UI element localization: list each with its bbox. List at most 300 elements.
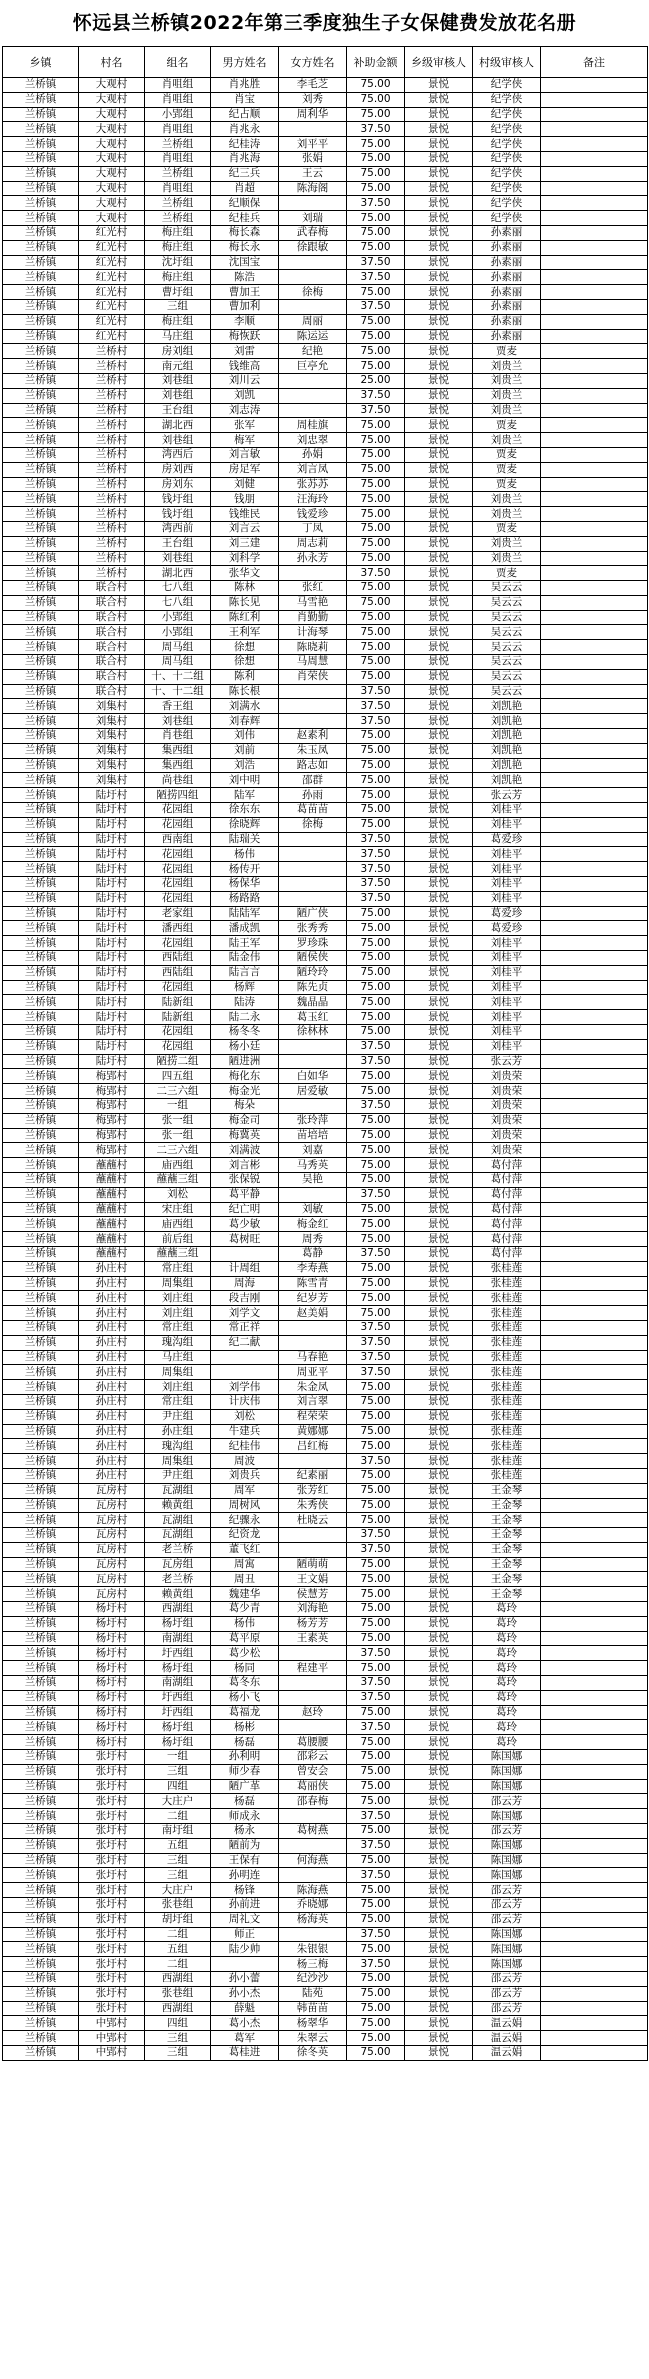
township-cell: 兰桥镇 bbox=[3, 936, 79, 951]
husband-name-cell: 杨同 bbox=[211, 1661, 279, 1676]
table-row bbox=[3, 936, 648, 951]
remarks-cell bbox=[541, 1513, 648, 1528]
column-header-township: 乡镇 bbox=[3, 47, 79, 78]
remarks-cell bbox=[541, 921, 648, 936]
husband-name-cell: 陆军 bbox=[211, 788, 279, 803]
amount-cell: 75.00 bbox=[347, 536, 405, 551]
village-cell: 陆圩村 bbox=[79, 847, 145, 862]
table-row bbox=[3, 447, 648, 462]
remarks-cell bbox=[541, 1439, 648, 1454]
village-cell: 陆圩村 bbox=[79, 1039, 145, 1054]
village-reviewer-cell: 张桂莲 bbox=[473, 1276, 541, 1291]
table-row bbox=[3, 211, 648, 226]
amount-cell: 75.00 bbox=[347, 1883, 405, 1898]
wife-name-cell: 周利华 bbox=[279, 107, 347, 122]
amount-cell: 75.00 bbox=[347, 655, 405, 670]
village-reviewer-cell: 刘凯艳 bbox=[473, 714, 541, 729]
remarks-cell bbox=[541, 1587, 648, 1602]
remarks-cell bbox=[541, 225, 648, 240]
village-cell: 蘸蘸村 bbox=[79, 1187, 145, 1202]
village-cell: 刘集村 bbox=[79, 743, 145, 758]
remarks-cell bbox=[541, 1883, 648, 1898]
village-cell: 大观村 bbox=[79, 166, 145, 181]
group-cell: 十、十二组 bbox=[145, 669, 211, 684]
amount-cell: 37.50 bbox=[347, 388, 405, 403]
group-cell: 梅庄组 bbox=[145, 240, 211, 255]
husband-name-cell: 周丑 bbox=[211, 1572, 279, 1587]
husband-name-cell: 陆涛 bbox=[211, 995, 279, 1010]
wife-name-cell: 路志如 bbox=[279, 758, 347, 773]
township-cell: 兰桥镇 bbox=[3, 1690, 79, 1705]
township-reviewer-cell: 景悦 bbox=[405, 270, 473, 285]
village-reviewer-cell: 刘桂平 bbox=[473, 951, 541, 966]
husband-name-cell: 纪桂兵 bbox=[211, 211, 279, 226]
township-reviewer-cell: 景悦 bbox=[405, 166, 473, 181]
wife-name-cell bbox=[279, 1187, 347, 1202]
village-cell: 刘集村 bbox=[79, 758, 145, 773]
township-reviewer-cell: 景悦 bbox=[405, 181, 473, 196]
remarks-cell bbox=[541, 1291, 648, 1306]
township-reviewer-cell: 景悦 bbox=[405, 373, 473, 388]
village-reviewer-cell: 吴云云 bbox=[473, 581, 541, 596]
township-cell: 兰桥镇 bbox=[3, 181, 79, 196]
wife-name-cell: 周秀 bbox=[279, 1232, 347, 1247]
column-header-village-reviewer: 村级审核人 bbox=[473, 47, 541, 78]
remarks-cell bbox=[541, 862, 648, 877]
amount-cell: 75.00 bbox=[347, 965, 405, 980]
township-reviewer-cell: 景悦 bbox=[405, 1246, 473, 1261]
village-cell: 红光村 bbox=[79, 240, 145, 255]
village-reviewer-cell: 刘桂平 bbox=[473, 891, 541, 906]
amount-cell: 75.00 bbox=[347, 1912, 405, 1927]
remarks-cell bbox=[541, 847, 648, 862]
wife-name-cell: 肖荣侠 bbox=[279, 669, 347, 684]
group-cell: 前后组 bbox=[145, 1232, 211, 1247]
township-cell: 兰桥镇 bbox=[3, 1172, 79, 1187]
table-row bbox=[3, 625, 648, 640]
township-reviewer-cell: 景悦 bbox=[405, 447, 473, 462]
group-cell: 周马组 bbox=[145, 640, 211, 655]
township-reviewer-cell: 景悦 bbox=[405, 1483, 473, 1498]
husband-name-cell: 徐想 bbox=[211, 655, 279, 670]
village-reviewer-cell: 邵云芳 bbox=[473, 1986, 541, 2001]
village-cell: 联合村 bbox=[79, 640, 145, 655]
remarks-cell bbox=[541, 669, 648, 684]
amount-cell: 75.00 bbox=[347, 1424, 405, 1439]
husband-name-cell: 陆二永 bbox=[211, 1010, 279, 1025]
group-cell: 周马组 bbox=[145, 655, 211, 670]
township-reviewer-cell: 景悦 bbox=[405, 1454, 473, 1469]
township-reviewer-cell: 景悦 bbox=[405, 1542, 473, 1557]
township-reviewer-cell: 景悦 bbox=[405, 1261, 473, 1276]
husband-name-cell: 王利军 bbox=[211, 625, 279, 640]
township-cell: 兰桥镇 bbox=[3, 477, 79, 492]
village-reviewer-cell: 吴云云 bbox=[473, 669, 541, 684]
group-cell: 肖咀组 bbox=[145, 78, 211, 93]
village-cell: 大观村 bbox=[79, 151, 145, 166]
table-row bbox=[3, 1335, 648, 1350]
township-cell: 兰桥镇 bbox=[3, 995, 79, 1010]
group-cell: 周集组 bbox=[145, 1365, 211, 1380]
husband-name-cell: 纪顺保 bbox=[211, 196, 279, 211]
amount-cell: 37.50 bbox=[347, 1809, 405, 1824]
village-cell: 杨圩村 bbox=[79, 1631, 145, 1646]
village-reviewer-cell: 邵云芳 bbox=[473, 1794, 541, 1809]
husband-name-cell: 刘健 bbox=[211, 477, 279, 492]
group-cell: 圩西组 bbox=[145, 1646, 211, 1661]
township-reviewer-cell: 景悦 bbox=[405, 92, 473, 107]
remarks-cell bbox=[541, 595, 648, 610]
village-reviewer-cell: 刘桂平 bbox=[473, 1010, 541, 1025]
amount-cell: 75.00 bbox=[347, 1306, 405, 1321]
township-reviewer-cell: 景悦 bbox=[405, 1809, 473, 1824]
husband-name-cell: 梅军 bbox=[211, 433, 279, 448]
village-cell: 陆圩村 bbox=[79, 877, 145, 892]
township-reviewer-cell: 景悦 bbox=[405, 1750, 473, 1765]
township-cell: 兰桥镇 bbox=[3, 1246, 79, 1261]
village-reviewer-cell: 葛玲 bbox=[473, 1676, 541, 1691]
village-cell: 陆圩村 bbox=[79, 1010, 145, 1025]
amount-cell: 75.00 bbox=[347, 1972, 405, 1987]
remarks-cell bbox=[541, 1084, 648, 1099]
group-cell: 南圩组 bbox=[145, 1824, 211, 1839]
amount-cell: 75.00 bbox=[347, 936, 405, 951]
wife-name-cell: 张秀秀 bbox=[279, 921, 347, 936]
village-cell: 瓦房村 bbox=[79, 1587, 145, 1602]
remarks-cell bbox=[541, 1483, 648, 1498]
township-cell: 兰桥镇 bbox=[3, 1631, 79, 1646]
remarks-cell bbox=[541, 1705, 648, 1720]
township-cell: 兰桥镇 bbox=[3, 462, 79, 477]
wife-name-cell: 陋广侠 bbox=[279, 906, 347, 921]
village-reviewer-cell: 纪学侠 bbox=[473, 107, 541, 122]
group-cell: 肖咀组 bbox=[145, 92, 211, 107]
husband-name-cell: 梅冀英 bbox=[211, 1128, 279, 1143]
remarks-cell bbox=[541, 1380, 648, 1395]
village-cell: 孙庄村 bbox=[79, 1394, 145, 1409]
wife-name-cell: 张苏苏 bbox=[279, 477, 347, 492]
amount-cell: 75.00 bbox=[347, 151, 405, 166]
township-reviewer-cell: 景悦 bbox=[405, 906, 473, 921]
wife-name-cell: 朱翠云 bbox=[279, 2031, 347, 2046]
remarks-cell bbox=[541, 655, 648, 670]
husband-name-cell: 葛少青 bbox=[211, 1602, 279, 1617]
group-cell: 蘸蘸三组 bbox=[145, 1246, 211, 1261]
wife-name-cell: 周丽 bbox=[279, 314, 347, 329]
township-reviewer-cell: 景悦 bbox=[405, 1720, 473, 1735]
table-row bbox=[3, 1794, 648, 1809]
amount-cell: 75.00 bbox=[347, 729, 405, 744]
remarks-cell bbox=[541, 965, 648, 980]
amount-cell: 75.00 bbox=[347, 951, 405, 966]
township-reviewer-cell: 景悦 bbox=[405, 1853, 473, 1868]
amount-cell: 75.00 bbox=[347, 447, 405, 462]
village-cell: 孙庄村 bbox=[79, 1468, 145, 1483]
township-cell: 兰桥镇 bbox=[3, 1084, 79, 1099]
amount-cell: 75.00 bbox=[347, 1025, 405, 1040]
village-cell: 联合村 bbox=[79, 669, 145, 684]
township-cell: 兰桥镇 bbox=[3, 1912, 79, 1927]
amount-cell: 75.00 bbox=[347, 803, 405, 818]
village-cell: 孙庄村 bbox=[79, 1350, 145, 1365]
township-cell: 兰桥镇 bbox=[3, 2031, 79, 2046]
husband-name-cell: 孙明连 bbox=[211, 1868, 279, 1883]
remarks-cell bbox=[541, 788, 648, 803]
husband-name-cell: 陆王军 bbox=[211, 936, 279, 951]
husband-name-cell: 陈长见 bbox=[211, 595, 279, 610]
village-cell: 大观村 bbox=[79, 78, 145, 93]
amount-cell: 75.00 bbox=[347, 640, 405, 655]
village-cell: 梅郢村 bbox=[79, 1113, 145, 1128]
township-reviewer-cell: 景悦 bbox=[405, 788, 473, 803]
remarks-cell bbox=[541, 610, 648, 625]
husband-name-cell: 王保有 bbox=[211, 1853, 279, 1868]
table-row bbox=[3, 1898, 648, 1913]
table-row bbox=[3, 1276, 648, 1291]
table-row bbox=[3, 743, 648, 758]
remarks-cell bbox=[541, 1187, 648, 1202]
amount-cell: 75.00 bbox=[347, 107, 405, 122]
remarks-cell bbox=[541, 344, 648, 359]
husband-name-cell: 常正祥 bbox=[211, 1320, 279, 1335]
village-reviewer-cell: 刘贵兰 bbox=[473, 492, 541, 507]
village-reviewer-cell: 纪学侠 bbox=[473, 196, 541, 211]
amount-cell: 37.50 bbox=[347, 891, 405, 906]
group-cell: 陆新组 bbox=[145, 1010, 211, 1025]
amount-cell: 75.00 bbox=[347, 817, 405, 832]
column-header-husband-name: 男方姓名 bbox=[211, 47, 279, 78]
township-cell: 兰桥镇 bbox=[3, 1972, 79, 1987]
village-cell: 兰桥村 bbox=[79, 373, 145, 388]
wife-name-cell: 吕红梅 bbox=[279, 1439, 347, 1454]
table-row bbox=[3, 773, 648, 788]
group-cell: 曹圩组 bbox=[145, 285, 211, 300]
village-cell: 蘸蘸村 bbox=[79, 1217, 145, 1232]
township-reviewer-cell: 景悦 bbox=[405, 1143, 473, 1158]
group-cell: 陋捞二组 bbox=[145, 1054, 211, 1069]
township-reviewer-cell: 景悦 bbox=[405, 1320, 473, 1335]
township-reviewer-cell: 景悦 bbox=[405, 1098, 473, 1113]
village-cell: 大观村 bbox=[79, 107, 145, 122]
wife-name-cell bbox=[279, 1838, 347, 1853]
village-cell: 孙庄村 bbox=[79, 1291, 145, 1306]
remarks-cell bbox=[541, 507, 648, 522]
husband-name-cell: 杨小廷 bbox=[211, 1039, 279, 1054]
husband-name-cell: 杨冬冬 bbox=[211, 1025, 279, 1040]
amount-cell: 37.50 bbox=[347, 1957, 405, 1972]
table-row bbox=[3, 1350, 648, 1365]
village-cell: 中郢村 bbox=[79, 2045, 145, 2060]
village-cell: 杨圩村 bbox=[79, 1705, 145, 1720]
wife-name-cell bbox=[279, 196, 347, 211]
husband-name-cell: 师正 bbox=[211, 1927, 279, 1942]
amount-cell: 75.00 bbox=[347, 521, 405, 536]
table-row bbox=[3, 729, 648, 744]
amount-cell: 75.00 bbox=[347, 1468, 405, 1483]
husband-name-cell: 魏建华 bbox=[211, 1587, 279, 1602]
husband-name-cell: 陆金伟 bbox=[211, 951, 279, 966]
amount-cell: 75.00 bbox=[347, 1261, 405, 1276]
village-reviewer-cell: 刘贵荣 bbox=[473, 1143, 541, 1158]
wife-name-cell: 钱爱珍 bbox=[279, 507, 347, 522]
township-cell: 兰桥镇 bbox=[3, 773, 79, 788]
village-reviewer-cell: 葛玲 bbox=[473, 1661, 541, 1676]
village-cell: 张圩村 bbox=[79, 1824, 145, 1839]
table-row bbox=[3, 1261, 648, 1276]
amount-cell: 37.50 bbox=[347, 1365, 405, 1380]
group-cell: 花园组 bbox=[145, 936, 211, 951]
village-reviewer-cell: 刘桂平 bbox=[473, 980, 541, 995]
township-cell: 兰桥镇 bbox=[3, 137, 79, 152]
village-reviewer-cell: 张桂莲 bbox=[473, 1350, 541, 1365]
group-cell: 小郢组 bbox=[145, 625, 211, 640]
township-cell: 兰桥镇 bbox=[3, 1513, 79, 1528]
township-cell: 兰桥镇 bbox=[3, 1705, 79, 1720]
husband-name-cell: 纪亡明 bbox=[211, 1202, 279, 1217]
group-cell: 梅庄组 bbox=[145, 225, 211, 240]
group-cell: 孙庄组 bbox=[145, 1424, 211, 1439]
township-reviewer-cell: 景悦 bbox=[405, 1335, 473, 1350]
group-cell: 西湖组 bbox=[145, 1602, 211, 1617]
township-cell: 兰桥镇 bbox=[3, 1616, 79, 1631]
township-cell: 兰桥镇 bbox=[3, 1039, 79, 1054]
township-cell: 兰桥镇 bbox=[3, 1025, 79, 1040]
village-cell: 孙庄村 bbox=[79, 1306, 145, 1321]
amount-cell: 75.00 bbox=[347, 1202, 405, 1217]
village-reviewer-cell: 张桂莲 bbox=[473, 1261, 541, 1276]
village-reviewer-cell: 张桂莲 bbox=[473, 1365, 541, 1380]
remarks-cell bbox=[541, 891, 648, 906]
village-cell: 张圩村 bbox=[79, 1868, 145, 1883]
table-row bbox=[3, 1409, 648, 1424]
township-cell: 兰桥镇 bbox=[3, 1261, 79, 1276]
township-reviewer-cell: 景悦 bbox=[405, 1883, 473, 1898]
group-cell: 四组 bbox=[145, 1779, 211, 1794]
township-reviewer-cell: 景悦 bbox=[405, 1616, 473, 1631]
wife-name-cell: 葛腰腰 bbox=[279, 1735, 347, 1750]
husband-name-cell bbox=[211, 1246, 279, 1261]
amount-cell: 75.00 bbox=[347, 758, 405, 773]
remarks-cell bbox=[541, 699, 648, 714]
table-row bbox=[3, 1069, 648, 1084]
remarks-cell bbox=[541, 2031, 648, 2046]
remarks-cell bbox=[541, 1646, 648, 1661]
amount-cell: 75.00 bbox=[347, 181, 405, 196]
group-cell: 刘巷组 bbox=[145, 388, 211, 403]
remarks-cell bbox=[541, 492, 648, 507]
group-cell: 小郢组 bbox=[145, 107, 211, 122]
table-row bbox=[3, 1232, 648, 1247]
group-cell: 周集组 bbox=[145, 1454, 211, 1469]
husband-name-cell: 张保锐 bbox=[211, 1172, 279, 1187]
amount-cell: 75.00 bbox=[347, 1128, 405, 1143]
remarks-cell bbox=[541, 832, 648, 847]
township-reviewer-cell: 景悦 bbox=[405, 1631, 473, 1646]
wife-name-cell bbox=[279, 862, 347, 877]
husband-name-cell: 周礼文 bbox=[211, 1912, 279, 1927]
village-reviewer-cell: 王金琴 bbox=[473, 1483, 541, 1498]
table-row bbox=[3, 1528, 648, 1543]
township-cell: 兰桥镇 bbox=[3, 285, 79, 300]
table-row bbox=[3, 906, 648, 921]
table-row bbox=[3, 1113, 648, 1128]
village-cell: 蘸蘸村 bbox=[79, 1246, 145, 1261]
table-row bbox=[3, 1158, 648, 1173]
remarks-cell bbox=[541, 951, 648, 966]
village-reviewer-cell: 葛玲 bbox=[473, 1705, 541, 1720]
wife-name-cell: 陈先贞 bbox=[279, 980, 347, 995]
husband-name-cell: 陋前为 bbox=[211, 1838, 279, 1853]
husband-name-cell: 纪骤永 bbox=[211, 1513, 279, 1528]
township-cell: 兰桥镇 bbox=[3, 1380, 79, 1395]
table-row bbox=[3, 418, 648, 433]
amount-cell: 75.00 bbox=[347, 2045, 405, 2060]
table-row bbox=[3, 758, 648, 773]
husband-name-cell: 周海 bbox=[211, 1276, 279, 1291]
table-row bbox=[3, 344, 648, 359]
group-cell: 二三六组 bbox=[145, 1143, 211, 1158]
wife-name-cell: 魏晶晶 bbox=[279, 995, 347, 1010]
wife-name-cell: 杨芳芳 bbox=[279, 1616, 347, 1631]
amount-cell: 75.00 bbox=[347, 359, 405, 374]
village-reviewer-cell: 葛玲 bbox=[473, 1720, 541, 1735]
township-reviewer-cell: 景悦 bbox=[405, 477, 473, 492]
village-cell: 刘集村 bbox=[79, 729, 145, 744]
village-reviewer-cell: 陈国娜 bbox=[473, 1764, 541, 1779]
table-row bbox=[3, 1202, 648, 1217]
village-reviewer-cell: 张桂莲 bbox=[473, 1409, 541, 1424]
group-cell: 湾西前 bbox=[145, 521, 211, 536]
table-row bbox=[3, 1424, 648, 1439]
remarks-cell bbox=[541, 566, 648, 581]
village-reviewer-cell: 刘贵兰 bbox=[473, 403, 541, 418]
township-reviewer-cell: 景悦 bbox=[405, 1010, 473, 1025]
village-reviewer-cell: 温云娟 bbox=[473, 2031, 541, 2046]
group-cell: 尚巷组 bbox=[145, 773, 211, 788]
amount-cell: 75.00 bbox=[347, 551, 405, 566]
township-reviewer-cell: 景悦 bbox=[405, 285, 473, 300]
township-cell: 兰桥镇 bbox=[3, 1276, 79, 1291]
husband-name-cell: 薛魁 bbox=[211, 2001, 279, 2016]
table-row bbox=[3, 1365, 648, 1380]
group-cell: 五组 bbox=[145, 1838, 211, 1853]
wife-name-cell: 邵春梅 bbox=[279, 1794, 347, 1809]
township-cell: 兰桥镇 bbox=[3, 1365, 79, 1380]
township-reviewer-cell: 景悦 bbox=[405, 196, 473, 211]
township-cell: 兰桥镇 bbox=[3, 581, 79, 596]
wife-name-cell: 赵素利 bbox=[279, 729, 347, 744]
wife-name-cell: 周亚平 bbox=[279, 1365, 347, 1380]
remarks-cell bbox=[541, 1572, 648, 1587]
group-cell: 梅庄组 bbox=[145, 270, 211, 285]
village-reviewer-cell: 刘桂平 bbox=[473, 965, 541, 980]
amount-cell: 75.00 bbox=[347, 507, 405, 522]
township-cell: 兰桥镇 bbox=[3, 418, 79, 433]
husband-name-cell: 计周组 bbox=[211, 1261, 279, 1276]
village-cell: 张圩村 bbox=[79, 1912, 145, 1927]
township-cell: 兰桥镇 bbox=[3, 373, 79, 388]
group-cell: 花园组 bbox=[145, 877, 211, 892]
township-cell: 兰桥镇 bbox=[3, 788, 79, 803]
wife-name-cell bbox=[279, 832, 347, 847]
township-reviewer-cell: 景悦 bbox=[405, 877, 473, 892]
township-reviewer-cell: 景悦 bbox=[405, 1468, 473, 1483]
township-reviewer-cell: 景悦 bbox=[405, 1942, 473, 1957]
amount-cell: 75.00 bbox=[347, 1232, 405, 1247]
village-cell: 孙庄村 bbox=[79, 1409, 145, 1424]
township-reviewer-cell: 景悦 bbox=[405, 388, 473, 403]
township-reviewer-cell: 景悦 bbox=[405, 1602, 473, 1617]
